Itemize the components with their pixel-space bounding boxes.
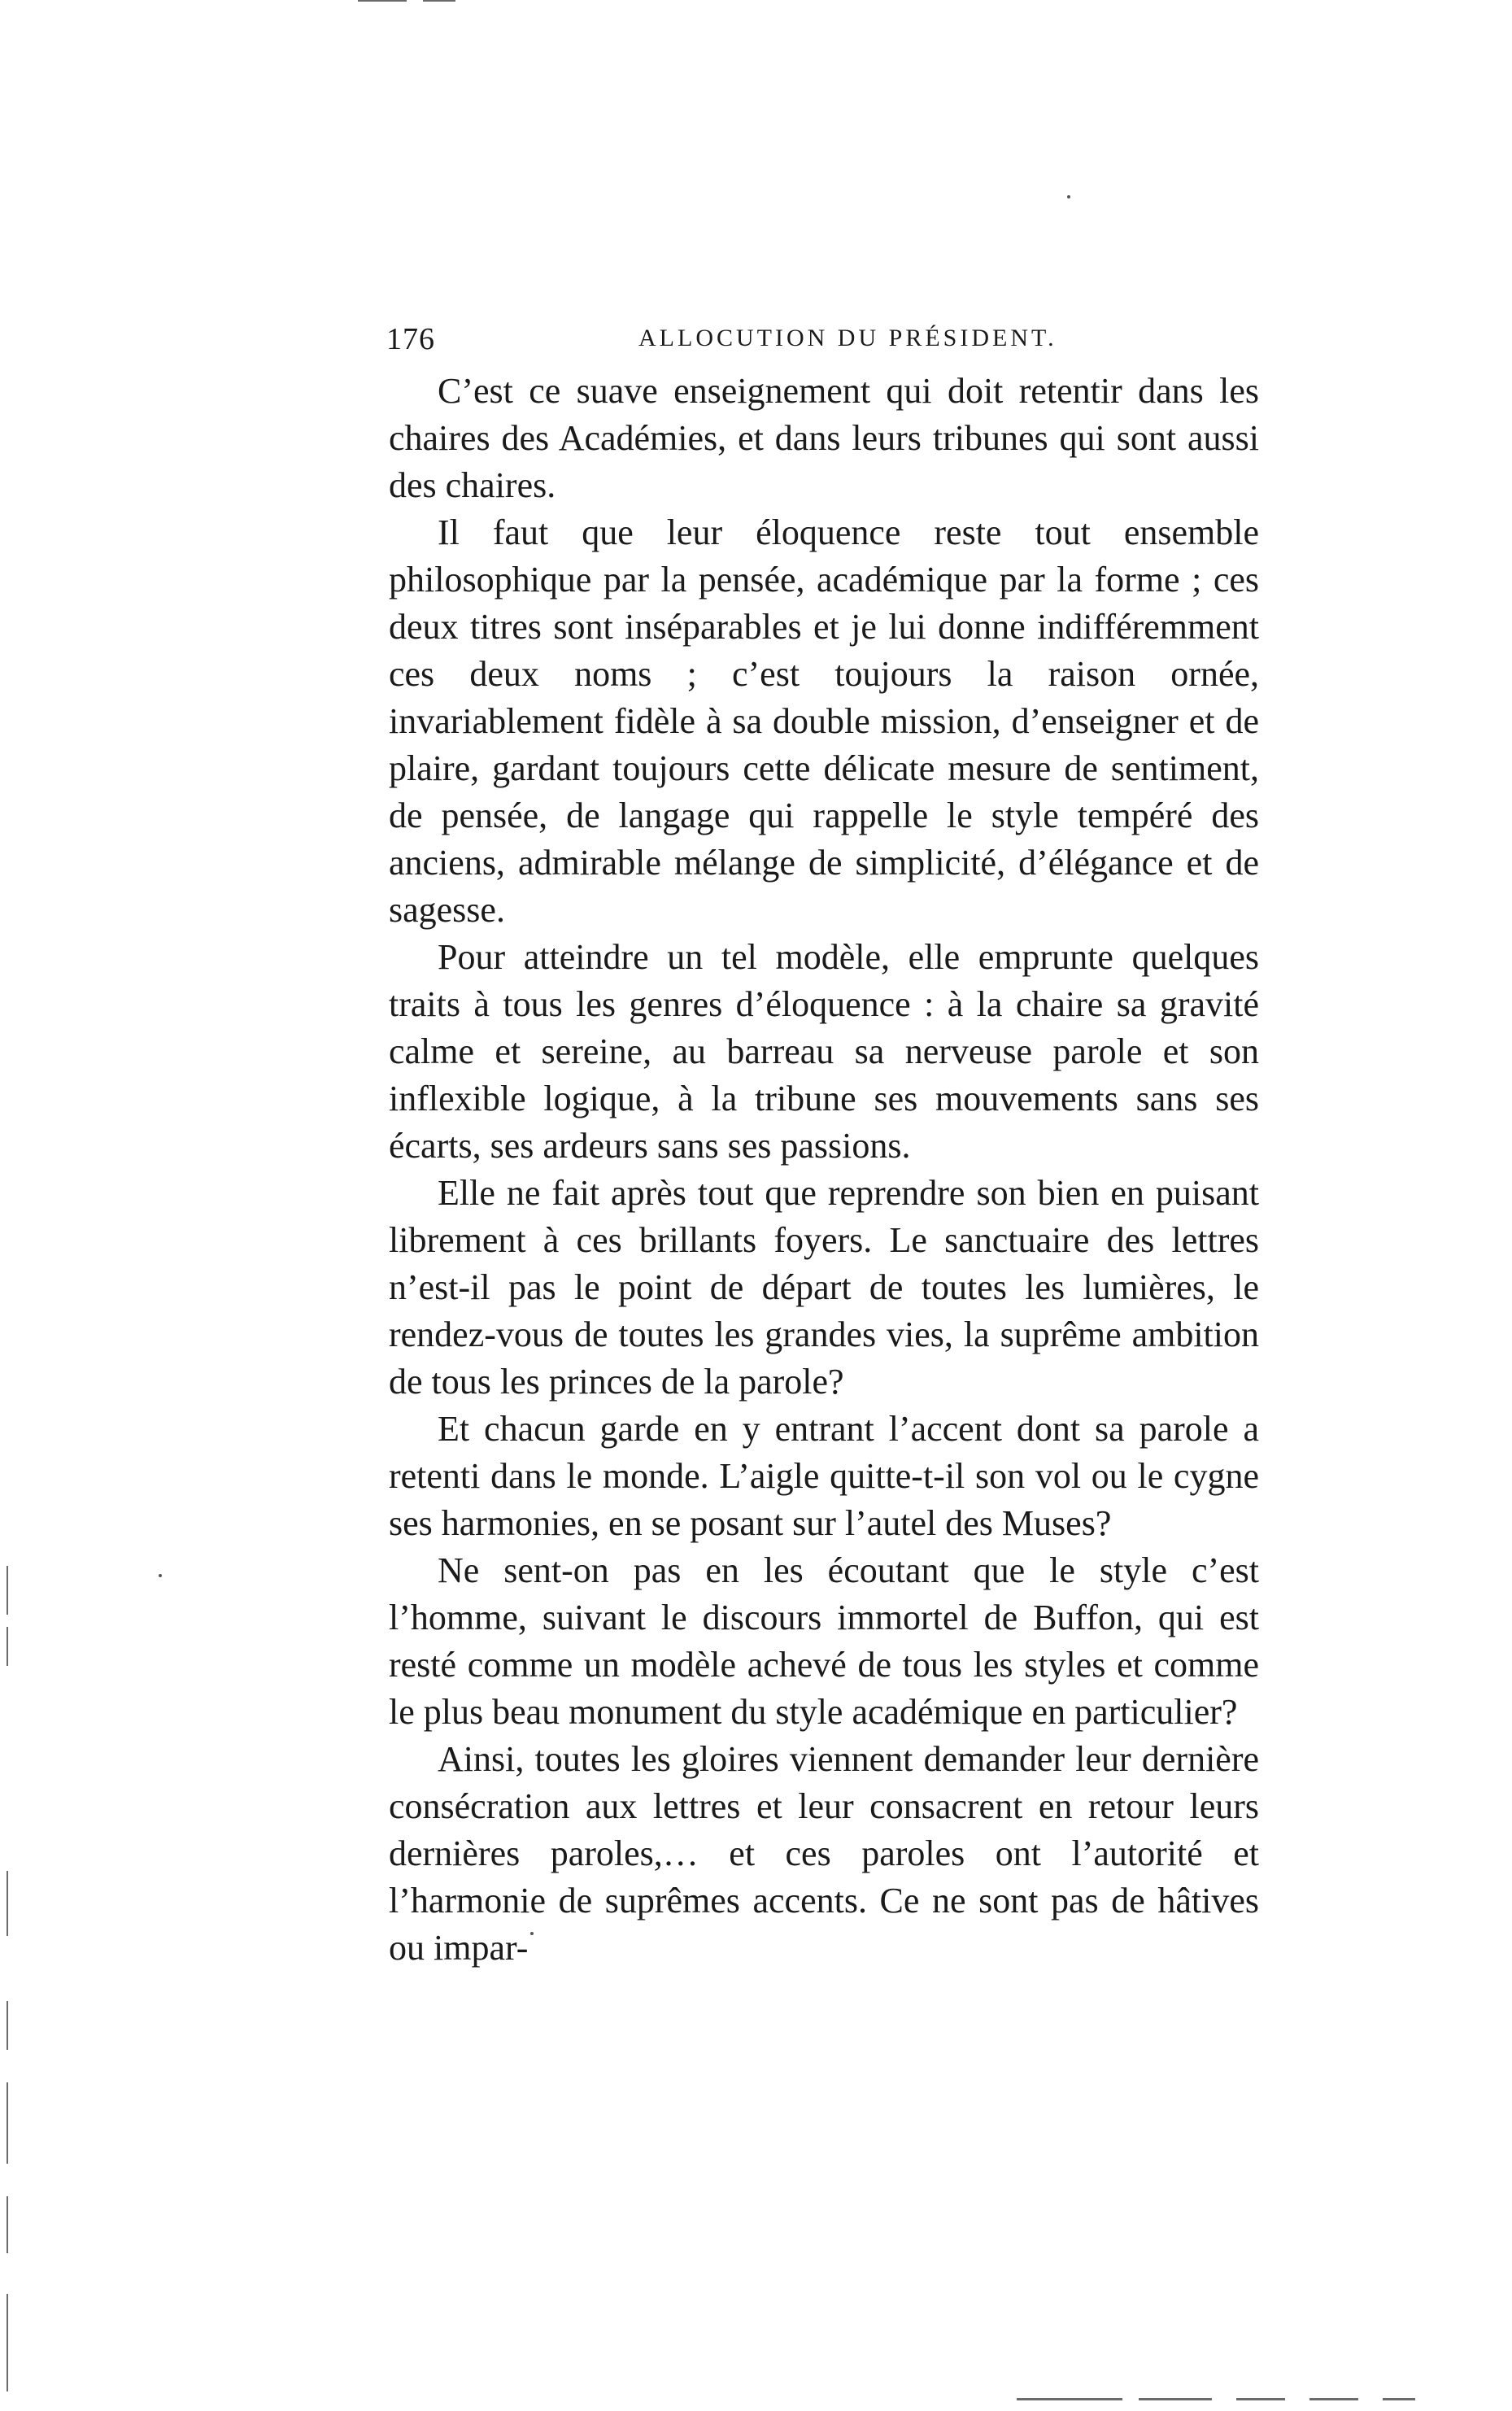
scan-mark-top-1 [358, 0, 407, 2]
body-text [389, 368, 1259, 1972]
scan-mark-left-5 [7, 2082, 8, 2164]
running-title: ALLOCUTION DU PRÉSIDENT. [638, 325, 1057, 351]
paragraph-1: C’est ce suave enseignement qui doit retentir dans les chaires des Académies, et dans leurs tribunes qui sont aussi des chaires. [389, 371, 1259, 505]
page-header [386, 321, 1265, 362]
paragraph-6: Ne sent-on pas en les écoutant que le style c’est l’homme, suivant le discours immortel de Buffon, qui est resté comme un modèle achevé de tous les styles et comme le plus beau monument du style académique en particulier? [389, 1550, 1259, 1732]
scan-mark-bottom-4 [1309, 2398, 1358, 2400]
scan-mark-left-3 [7, 1871, 8, 1936]
scan-mark-left-2 [7, 1627, 8, 1666]
scan-mark-bottom-2 [1139, 2398, 1212, 2400]
paragraph-7: Ainsi, toutes les gloires viennent demander leur dernière consécration aux lettres et leur consacrent en retour leurs dernières paroles,… et ces paroles ont l’autorité et l’harmonie de suprêmes accents. Ce ne sont pas de hâtives ou impar- [389, 1739, 1259, 1968]
paragraph-2: Il faut que leur éloquence reste tout ensemble philosophique par la pensée, académique par la forme ; ces deux titres sont inséparables et je lui donne indifféremment ces deux noms ; c’est toujours la raison ornée, invariablement fidèle à sa double mission, d’enseigner et de plaire, gardant toujours cette délicate mesure de sentiment, de pensée, de langage qui rappelle le style tempéré des anciens, admirable mélange de simplicité, d’élégance et de sagesse. [389, 512, 1259, 930]
scan-speck-2 [159, 1574, 162, 1577]
scan-mark-bottom-3 [1236, 2398, 1285, 2400]
scan-speck-3 [530, 1932, 534, 1935]
paragraph-3: Pour atteindre un tel modèle, elle emprunte quelques traits à tous les genres d’éloquence : à la chaire sa gravité calme et sereine, au barreau sa nerveuse parole et son inflexible logique, à la tribune ses mouvements sans ses écarts, ses ardeurs sans ses passions. [389, 937, 1259, 1166]
scan-mark-left-4 [7, 2001, 8, 2050]
scan-mark-left-7 [7, 2294, 8, 2391]
scan-mark-left-1 [7, 1566, 8, 1615]
scan-mark-bottom-5 [1383, 2398, 1415, 2400]
page-number: 176 [386, 322, 435, 356]
paragraph-4: Elle ne fait après tout que reprendre son bien en puisant librement à ces brillants foyers. Le sanctuaire des lettres n’est-il pas le point de départ de toutes les lumières, le rendez-vous de toutes les grandes vies, la suprême ambition de tous les princes de la parole? [389, 1173, 1259, 1402]
scan-mark-bottom-1 [1017, 2398, 1122, 2400]
scan-speck-1 [1067, 195, 1070, 198]
scan-mark-left-6 [7, 2196, 8, 2253]
scan-mark-top-2 [423, 0, 455, 2]
paragraph-5: Et chacun garde en y entrant l’accent dont sa parole a retenti dans le monde. L’aigle quitte-t-il son vol ou le cygne ses harmonies, en se posant sur l’autel des Muses? [389, 1409, 1259, 1543]
